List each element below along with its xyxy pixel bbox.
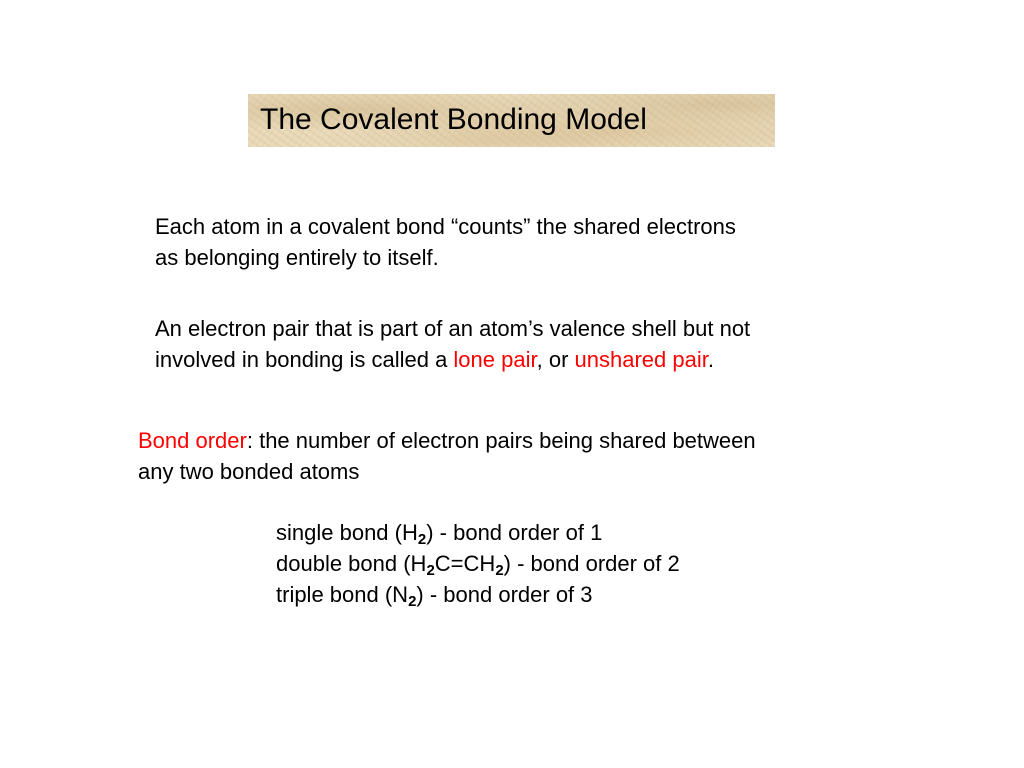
paragraph-text: involved in bonding is called a — [155, 347, 454, 372]
slide-title: The Covalent Bonding Model — [260, 103, 647, 136]
paragraph-bond-order — [138, 425, 918, 487]
bond-example-single — [276, 517, 680, 548]
term-bond-order: Bond order — [138, 428, 247, 453]
bond-text: ) - bond order of 2 — [503, 551, 680, 576]
bond-text: double bond (H — [276, 551, 427, 576]
definition-text: : the number of electron pairs being shared between — [246, 428, 756, 453]
subscript: 2 — [495, 562, 504, 579]
paragraph-line: An electron pair that is part of an atom’s valence shell but not — [155, 316, 751, 341]
bond-example-triple — [276, 579, 680, 610]
paragraph-line: as belonging entirely to itself. — [155, 245, 439, 270]
bond-text: C=CH — [434, 551, 496, 576]
paragraph-text: . — [707, 347, 714, 372]
subscript: 2 — [426, 562, 435, 579]
bond-text: ) - bond order of 1 — [426, 520, 603, 545]
paragraph-text: , or — [536, 347, 575, 372]
bond-examples-list — [276, 517, 680, 610]
bond-text: ) - bond order of 3 — [416, 582, 593, 607]
paragraph-shared-electrons — [155, 211, 915, 273]
subscript: 2 — [417, 531, 427, 548]
bond-text: single bond (H — [276, 520, 418, 545]
term-lone-pair: lone pair — [453, 347, 537, 372]
bond-example-double — [276, 548, 680, 579]
subscript: 2 — [408, 593, 417, 610]
paragraph-line: Each atom in a covalent bond “counts” the shared electrons — [155, 214, 736, 239]
paragraph-lone-pair — [155, 313, 915, 375]
definition-text: any two bonded atoms — [138, 459, 360, 484]
term-unshared-pair: unshared pair — [574, 347, 708, 372]
title-banner — [248, 94, 775, 147]
bond-text: triple bond (N — [276, 582, 409, 607]
